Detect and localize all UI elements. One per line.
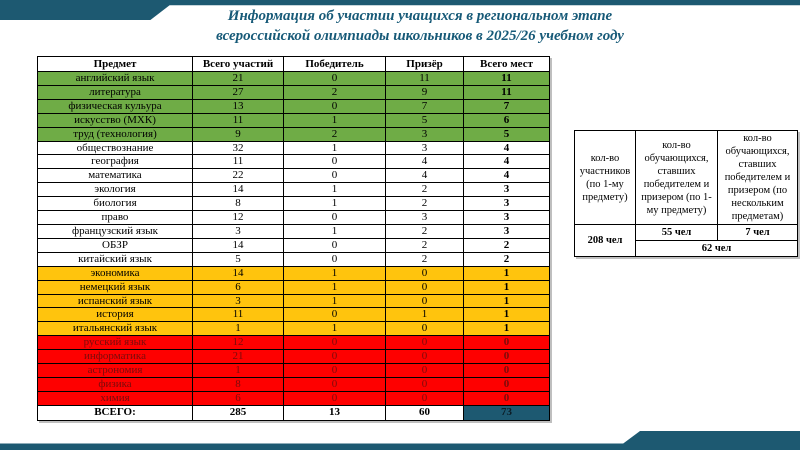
subject-cell: китайский язык	[38, 252, 193, 266]
value-cell: 0	[386, 266, 464, 280]
column-header-total-places: Всего мест	[464, 57, 550, 72]
column-header-subject: Предмет	[38, 57, 193, 72]
total-row	[38, 405, 550, 420]
table-row	[38, 252, 550, 266]
value-cell: 1	[193, 322, 284, 336]
table-row	[38, 336, 550, 350]
value-cell: 0	[386, 391, 464, 405]
subject-cell: экономика	[38, 266, 193, 280]
value-cell: 0	[284, 155, 386, 169]
subject-cell: астрономия	[38, 364, 193, 378]
value-cell: 2	[464, 252, 550, 266]
value-cell: 2	[284, 85, 386, 99]
summary-header-winners-multi-subject: кол-во обучающихся, ставших победителем и призером (по нескольким предметам)	[718, 131, 798, 225]
value-cell: 0	[284, 72, 386, 86]
value-cell: 1	[284, 224, 386, 238]
value-cell: 7	[386, 99, 464, 113]
subject-cell: искусство (МХК)	[38, 113, 193, 127]
table-row	[38, 364, 550, 378]
subject-cell: физическая кульура	[38, 99, 193, 113]
subject-cell: французский язык	[38, 224, 193, 238]
value-cell: 4	[464, 155, 550, 169]
value-cell: 3	[193, 294, 284, 308]
value-cell: 0	[284, 336, 386, 350]
summary-table	[574, 130, 798, 257]
subject-cell: русский язык	[38, 336, 193, 350]
value-cell: 3	[464, 224, 550, 238]
value-cell: 4	[386, 169, 464, 183]
column-header-prizewinner: Призёр	[386, 57, 464, 72]
value-cell: 2	[386, 224, 464, 238]
subject-cell: литература	[38, 85, 193, 99]
value-cell: 2	[284, 127, 386, 141]
value-cell: 11	[386, 72, 464, 86]
subject-cell: экология	[38, 183, 193, 197]
value-cell: 6	[464, 113, 550, 127]
summary-header-winners-one-subject: кол-во обучающихся, ставших победителем и призером (по 1-му предмету)	[636, 131, 718, 225]
value-cell: 2	[386, 252, 464, 266]
results-table	[37, 56, 550, 421]
table-row	[38, 224, 550, 238]
value-cell: 0	[284, 211, 386, 225]
value-cell: 1	[284, 322, 386, 336]
value-cell: 5	[193, 252, 284, 266]
value-cell: 22	[193, 169, 284, 183]
table-row	[38, 266, 550, 280]
summary-values-row	[575, 225, 798, 241]
value-cell: 1	[464, 280, 550, 294]
page-title	[130, 7, 710, 46]
table-row	[38, 99, 550, 113]
value-cell: 9	[386, 85, 464, 99]
value-cell: 1	[284, 294, 386, 308]
value-cell: 1	[284, 113, 386, 127]
value-cell: 0	[386, 294, 464, 308]
value-cell: 3	[464, 197, 550, 211]
table-row	[38, 280, 550, 294]
subject-cell: труд (технология)	[38, 127, 193, 141]
subject-cell: информатика	[38, 350, 193, 364]
table-row	[38, 155, 550, 169]
summary-combined-value: 62 чел	[636, 241, 798, 257]
value-cell: 3	[386, 127, 464, 141]
value-cell: 21	[193, 350, 284, 364]
subject-cell: история	[38, 308, 193, 322]
value-cell: 1	[284, 280, 386, 294]
summary-header-row	[575, 131, 798, 225]
table-row	[38, 72, 550, 86]
value-cell: 0	[284, 308, 386, 322]
value-cell: 12	[193, 211, 284, 225]
value-cell: 0	[386, 280, 464, 294]
value-cell: 1	[464, 308, 550, 322]
value-cell: 14	[193, 183, 284, 197]
subject-cell: испанский язык	[38, 294, 193, 308]
subject-cell: обществознание	[38, 141, 193, 155]
value-cell: 4	[464, 169, 550, 183]
table-row	[38, 127, 550, 141]
value-cell: 0	[284, 99, 386, 113]
page-title-line-1: Информация об участии учащихся в региональном этапе	[227, 8, 613, 24]
value-cell: 2	[386, 197, 464, 211]
value-cell: 3	[193, 224, 284, 238]
value-cell: 14	[193, 266, 284, 280]
value-cell: 0	[386, 364, 464, 378]
subject-cell: география	[38, 155, 193, 169]
table-row	[38, 350, 550, 364]
page-title-line-2: всероссийской олимпиады школьников в 2025/26 учебном году	[216, 27, 624, 44]
value-cell: 9	[193, 127, 284, 141]
value-cell: 11	[193, 113, 284, 127]
subject-cell: итальянский язык	[38, 322, 193, 336]
value-cell: 1	[386, 308, 464, 322]
summary-participants-value: 208 чел	[575, 225, 636, 257]
table-row	[38, 197, 550, 211]
value-cell: 1	[284, 197, 386, 211]
value-cell: 12	[193, 336, 284, 350]
value-cell: 3	[464, 211, 550, 225]
total-prizewinners-cell: 60	[386, 405, 464, 420]
value-cell: 0	[464, 350, 550, 364]
value-cell: 1	[464, 322, 550, 336]
table-row	[38, 85, 550, 99]
summary-winners-multi-subject-value: 7 чел	[718, 225, 798, 241]
summary-header-participants: кол-во участников (по 1-му предмету)	[575, 131, 636, 225]
summary-winners-one-subject-value: 55 чел	[636, 225, 718, 241]
total-label-cell: ВСЕГО:	[38, 405, 193, 420]
table-row	[38, 211, 550, 225]
subject-cell: математика	[38, 169, 193, 183]
table-row	[38, 183, 550, 197]
subject-cell: право	[38, 211, 193, 225]
value-cell: 0	[284, 252, 386, 266]
value-cell: 0	[284, 238, 386, 252]
value-cell: 2	[386, 238, 464, 252]
value-cell: 6	[193, 391, 284, 405]
value-cell: 1	[464, 294, 550, 308]
table-row	[38, 322, 550, 336]
value-cell: 32	[193, 141, 284, 155]
table-row	[38, 391, 550, 405]
value-cell: 0	[386, 350, 464, 364]
value-cell: 0	[386, 377, 464, 391]
column-header-total-participations: Всего участий	[193, 57, 284, 72]
value-cell: 5	[464, 127, 550, 141]
subjects-tbody	[38, 72, 550, 406]
table-row	[38, 294, 550, 308]
subject-cell: немецкий язык	[38, 280, 193, 294]
value-cell: 0	[386, 322, 464, 336]
value-cell: 0	[386, 336, 464, 350]
value-cell: 11	[464, 72, 550, 86]
value-cell: 3	[386, 141, 464, 155]
value-cell: 0	[284, 350, 386, 364]
total-places-cell: 73	[464, 405, 550, 420]
value-cell: 0	[464, 336, 550, 350]
value-cell: 1	[193, 364, 284, 378]
value-cell: 11	[464, 85, 550, 99]
table-row	[38, 141, 550, 155]
total-winners-cell: 13	[284, 405, 386, 420]
total-participations-cell: 285	[193, 405, 284, 420]
value-cell: 2	[386, 183, 464, 197]
bottom-ribbon-decoration	[0, 431, 800, 450]
subject-cell: ОБЗР	[38, 238, 193, 252]
value-cell: 27	[193, 85, 284, 99]
value-cell: 0	[284, 169, 386, 183]
table-row	[38, 169, 550, 183]
value-cell: 14	[193, 238, 284, 252]
value-cell: 4	[386, 155, 464, 169]
column-header-winner: Победитель	[284, 57, 386, 72]
subject-cell: биология	[38, 197, 193, 211]
value-cell: 1	[284, 266, 386, 280]
subject-cell: химия	[38, 391, 193, 405]
value-cell: 3	[386, 211, 464, 225]
value-cell: 0	[464, 377, 550, 391]
value-cell: 7	[464, 99, 550, 113]
value-cell: 0	[464, 391, 550, 405]
value-cell: 0	[284, 391, 386, 405]
value-cell: 0	[464, 364, 550, 378]
subject-cell: английский язык	[38, 72, 193, 86]
value-cell: 4	[464, 141, 550, 155]
table-header-row	[38, 57, 550, 72]
value-cell: 0	[284, 377, 386, 391]
value-cell: 13	[193, 99, 284, 113]
value-cell: 8	[193, 197, 284, 211]
value-cell: 11	[193, 308, 284, 322]
value-cell: 5	[386, 113, 464, 127]
value-cell: 6	[193, 280, 284, 294]
value-cell: 2	[464, 238, 550, 252]
table-row	[38, 238, 550, 252]
table-row	[38, 377, 550, 391]
subject-cell: физика	[38, 377, 193, 391]
value-cell: 1	[464, 266, 550, 280]
value-cell: 0	[284, 364, 386, 378]
value-cell: 8	[193, 377, 284, 391]
value-cell: 1	[284, 183, 386, 197]
value-cell: 1	[284, 141, 386, 155]
table-row	[38, 113, 550, 127]
table-row	[38, 308, 550, 322]
value-cell: 11	[193, 155, 284, 169]
value-cell: 21	[193, 72, 284, 86]
value-cell: 3	[464, 183, 550, 197]
